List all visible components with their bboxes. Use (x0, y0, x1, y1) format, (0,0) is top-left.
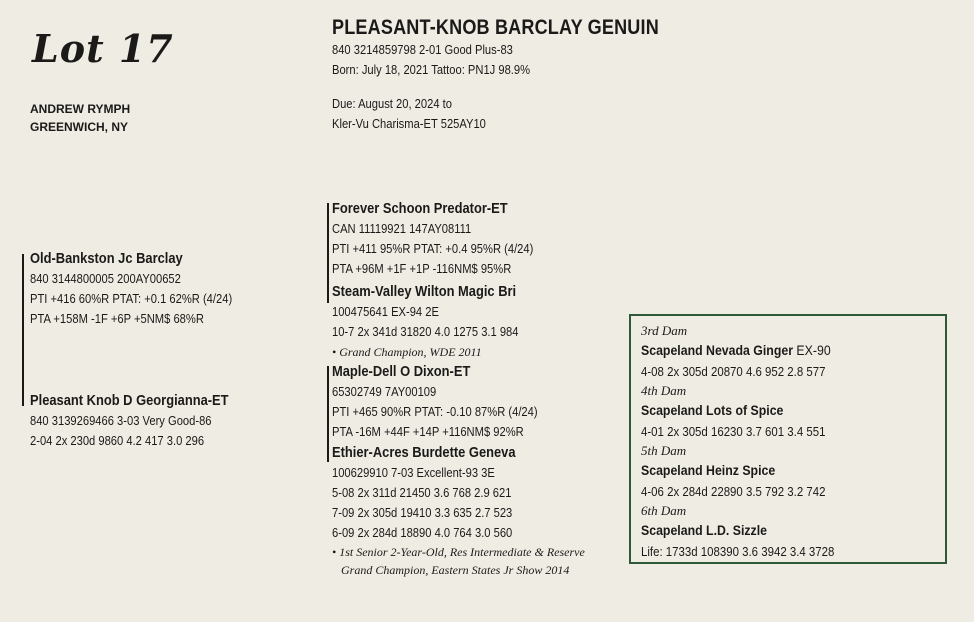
sire-dam-registration: 100475641 EX-94 2E (332, 304, 439, 319)
sire-pta: PTA +158M -1F +6P +5NM$ 68%R (30, 311, 204, 326)
ancestor-record: 4-01 2x 305d 16230 3.7 601 3.4 551 (641, 424, 826, 439)
animal-birth: Born: July 18, 2021 Tattoo: PN1J 98.9% (332, 62, 531, 77)
ancestor-name: Scapeland Nevada Ginger EX-90 (641, 342, 831, 358)
sire-registration: 840 3144800005 200AY00652 (30, 271, 181, 286)
dam-sire-pta: PTA -16M +44F +14P +116NM$ 92%R (332, 424, 524, 439)
consignor-name: ANDREW RYMPH (30, 102, 131, 116)
dam-record: 2-04 2x 230d 9860 4.2 417 3.0 296 (30, 433, 205, 448)
sire-name: Old-Bankston Jc Barclay (30, 250, 183, 267)
dam-dam-record-2: 7-09 2x 305d 19410 3.3 635 2.7 523 (332, 505, 513, 520)
ancestor-record: 4-06 2x 284d 22890 3.5 792 3.2 742 (641, 484, 826, 499)
ancestry-box (629, 314, 947, 564)
pedigree-bracket-sire (327, 203, 329, 303)
dam-sire-registration: 65302749 7AY00109 (332, 384, 437, 399)
ancestor-classification: EX-90 (796, 342, 831, 358)
dam-name: Pleasant Knob D Georgianna-ET (30, 392, 229, 409)
sire-pti: PTI +416 60%R PTAT: +0.1 62%R (4/24) (30, 291, 233, 306)
ancestor-name: Scapeland Heinz Spice (641, 462, 776, 478)
sire-sire-pti: PTI +411 95%R PTAT: +0.4 95%R (4/24) (332, 241, 534, 256)
sire-dam-honor: • Grand Champion, WDE 2011 (332, 345, 482, 359)
dam-registration: 840 3139269466 3-03 Very Good-86 (30, 413, 212, 428)
ancestor-label: 6th Dam (641, 503, 687, 518)
dam-sire-block (332, 362, 571, 442)
dam-dam-honor-1: • 1st Senior 2-Year-Old, Res Intermediate & Reserve (332, 545, 585, 559)
due-date: Due: August 20, 2024 to (332, 96, 452, 111)
ancestor-record: 4-08 2x 305d 20870 4.6 952 2.8 577 (641, 364, 826, 379)
sire-sire-name: Forever Schoon Predator-ET (332, 200, 508, 217)
sire-dam-record: 10-7 2x 341d 31820 4.0 1275 3.1 984 (332, 324, 519, 339)
dam-sire-name: Maple-Dell O Dixon-ET (332, 363, 471, 380)
dam-sire-pti: PTI +465 90%R PTAT: -0.10 87%R (4/24) (332, 404, 538, 419)
dam-dam-block (332, 443, 585, 579)
animal-registration: 840 3214859798 2-01 Good Plus-83 (332, 42, 513, 57)
lot-number: Lot 17 (32, 26, 174, 71)
sire-dam-block (332, 282, 549, 362)
sire-sire-block (332, 199, 566, 279)
dam-dam-name: Ethier-Acres Burdette Geneva (332, 444, 516, 461)
ancestry-list (641, 322, 861, 562)
ancestor-3rd-dam (641, 322, 861, 382)
pedigree-bracket-left (22, 254, 24, 406)
ancestor-name: Scapeland Lots of Spice (641, 402, 784, 418)
ancestor-4th-dam (641, 382, 861, 442)
sire-sire-pta: PTA +96M +1F +1P -116NM$ 95%R (332, 261, 512, 276)
dam-dam-honor-2: Grand Champion, Eastern States Jr Show 2014 (341, 563, 570, 577)
ancestor-label: 5th Dam (641, 443, 687, 458)
dam-block (30, 391, 261, 451)
due-service-sire: Kler-Vu Charisma-ET 525AY10 (332, 116, 486, 131)
ancestor-5th-dam (641, 442, 861, 502)
dam-dam-registration: 100629910 7-03 Excellent-93 3E (332, 465, 495, 480)
sire-dam-name: Steam-Valley Wilton Magic Bri (332, 283, 517, 300)
ancestor-record: Life: 1733d 108390 3.6 3942 3.4 3728 (641, 544, 835, 559)
animal-name: PLEASANT-KNOB BARCLAY GENUIN (332, 16, 659, 39)
sire-sire-registration: CAN 11119921 147AY08111 (332, 221, 472, 236)
ancestor-label: 4th Dam (641, 383, 687, 398)
dam-dam-record-3: 6-09 2x 284d 18890 4.0 764 3.0 560 (332, 525, 513, 540)
dam-dam-record-1: 5-08 2x 311d 21450 3.6 768 2.9 621 (332, 485, 512, 500)
ancestor-label: 3rd Dam (641, 323, 688, 338)
consignor-location: GREENWICH, NY (30, 120, 129, 134)
pedigree-bracket-dam (327, 366, 329, 462)
sire-block (30, 249, 265, 329)
ancestor-6th-dam (641, 502, 861, 562)
ancestor-name: Scapeland L.D. Sizzle (641, 522, 767, 538)
animal-info (332, 16, 712, 134)
